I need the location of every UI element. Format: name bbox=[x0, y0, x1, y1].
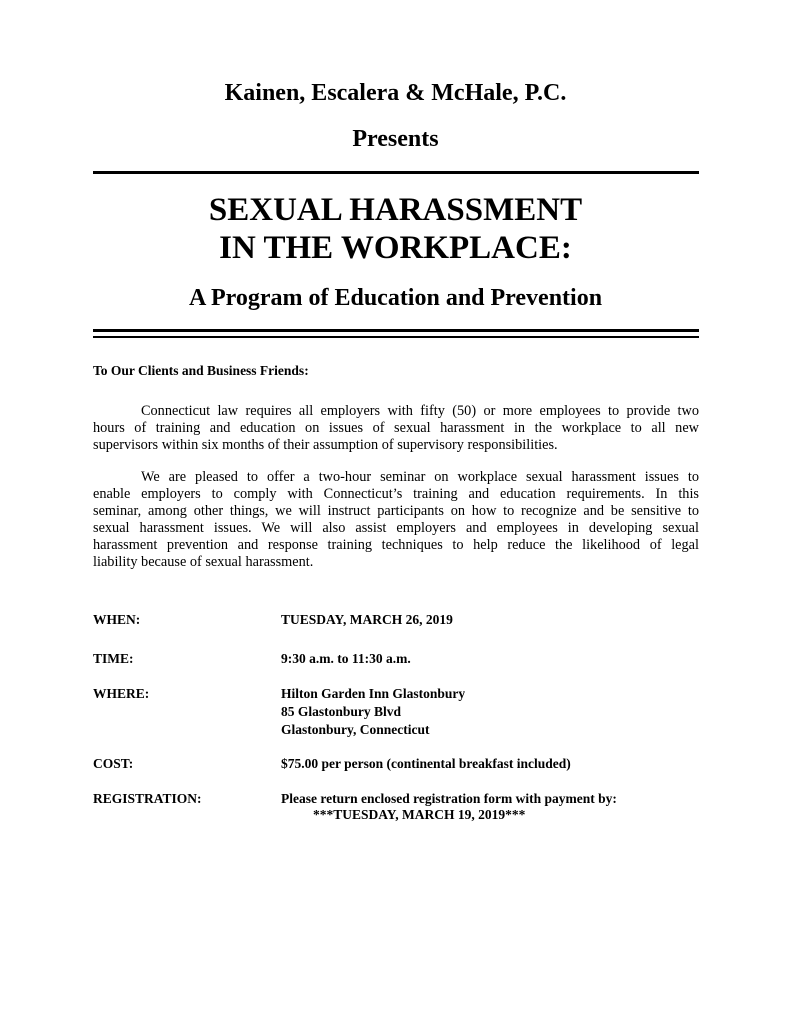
salutation: To Our Clients and Business Friends: bbox=[93, 363, 309, 378]
program-title bbox=[0, 191, 791, 267]
registration-deadline: ***TUESDAY, MARCH 19, 2019*** bbox=[313, 807, 526, 822]
when-label: WHEN: bbox=[93, 612, 141, 627]
seminar-paragraph-line: sexual harassment issues. We will also assist employers and employees in developing sexual bbox=[93, 520, 699, 536]
intro-paragraph-line: hours of training and education on issues of sexual harassment in the workplace to all new bbox=[93, 420, 699, 436]
where-address-line: Glastonbury, Connecticut bbox=[281, 722, 430, 737]
where-address-line: 85 Glastonbury Blvd bbox=[281, 704, 402, 719]
where-label: WHERE: bbox=[93, 686, 150, 701]
registration-instructions: Please return enclosed registration form with payment by: bbox=[281, 791, 617, 806]
seminar-paragraph-line: We are pleased to offer a two-hour seminar on workplace sexual harassment issues to bbox=[141, 469, 699, 485]
seminar-paragraph-line: harassment prevention and response training techniques to help reduce the likelihood of legal bbox=[93, 537, 699, 553]
when-value: TUESDAY, MARCH 26, 2019 bbox=[281, 612, 453, 627]
program-title-line-2: IN THE WORKPLACE: bbox=[219, 230, 572, 266]
seminar-paragraph-line: seminar, among other things, we will instruct participants on how to recognize and be sensitive to bbox=[93, 503, 699, 519]
where-address bbox=[281, 685, 465, 739]
cost-label: COST: bbox=[93, 756, 134, 771]
cost-value: $75.00 per person (continental breakfast included) bbox=[281, 756, 571, 771]
where-address-line: Hilton Garden Inn Glastonbury bbox=[281, 686, 466, 701]
firm-name: Kainen, Escalera & McHale, P.C. bbox=[224, 80, 567, 106]
top-divider bbox=[93, 171, 699, 174]
seminar-paragraph-line: liability because of sexual harassment. bbox=[93, 554, 314, 570]
bottom-divider-thin bbox=[93, 336, 699, 338]
intro-paragraph-line: supervisors within six months of their assumption of supervisory responsibilities. bbox=[93, 437, 558, 453]
program-title-line-1: SEXUAL HARASSMENT bbox=[208, 192, 583, 228]
intro-paragraph bbox=[93, 403, 699, 454]
presents-heading: Presents bbox=[352, 126, 439, 152]
time-label: TIME: bbox=[93, 651, 134, 666]
bottom-divider-thick bbox=[93, 329, 699, 332]
seminar-paragraph bbox=[93, 469, 699, 571]
intro-paragraph-line: Connecticut law requires all employers with fifty (50) or more employees to provide two bbox=[141, 403, 699, 419]
registration-label: REGISTRATION: bbox=[93, 791, 202, 806]
time-value: 9:30 a.m. to 11:30 a.m. bbox=[281, 651, 411, 666]
seminar-paragraph-line: enable employers to comply with Connecticut’s training and education requirements. In this bbox=[93, 486, 699, 502]
program-subtitle: A Program of Education and Prevention bbox=[188, 285, 603, 311]
